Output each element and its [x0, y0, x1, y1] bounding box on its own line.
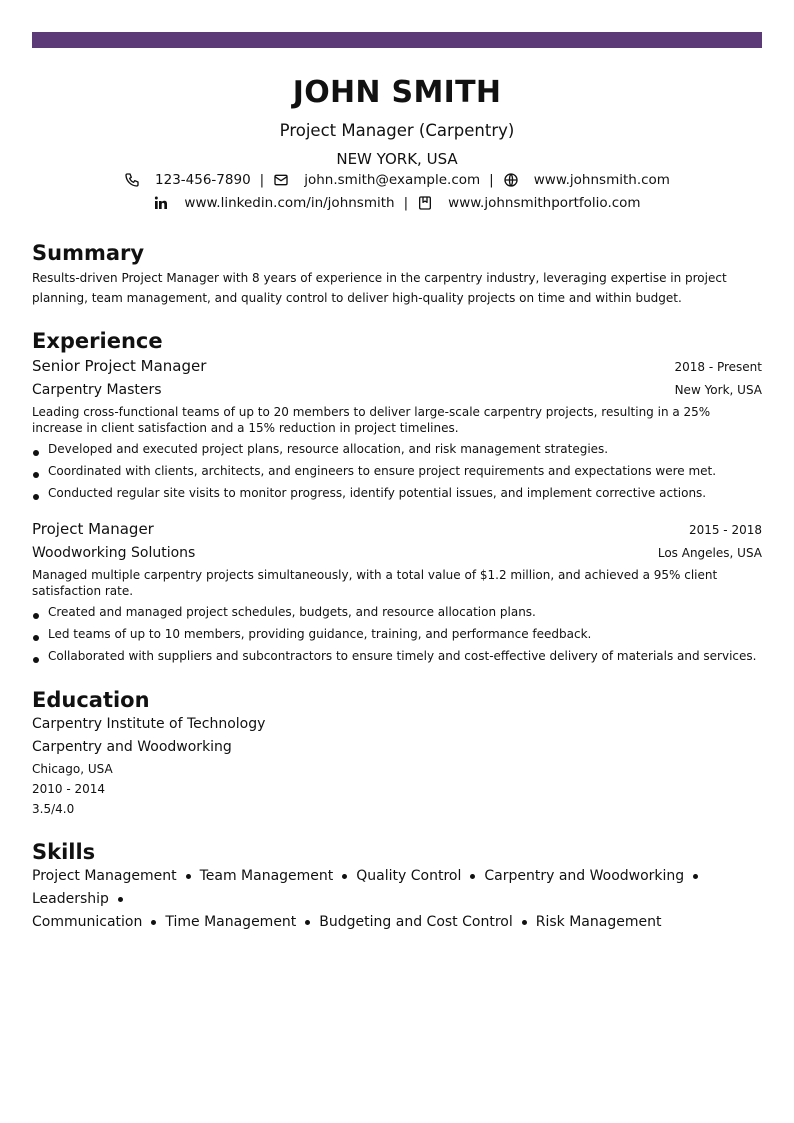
education-degree: Carpentry and Woodworking — [32, 739, 232, 755]
portfolio-icon — [417, 195, 433, 211]
skills-section — [32, 839, 762, 934]
job-bullets — [32, 438, 762, 504]
summary-text: Results-driven Project Manager with 8 years of experience in the carpentry industry, leveraging expertise in project planning, team management, and quality control to deliver high-quality projects on time and within budget. — [32, 271, 727, 305]
website-text: www.johnsmith.com — [533, 172, 670, 188]
bullet-dot — [305, 920, 310, 925]
bullet-item: Collaborated with suppliers and subcontractors to ensure timely and cost-effective delivery of materials and services. — [32, 645, 762, 667]
job-entry — [32, 517, 762, 667]
experience-section — [32, 328, 762, 667]
skill-item: Leadership — [32, 891, 109, 907]
skill-item: Project Management — [32, 868, 177, 884]
portfolio-contact[interactable] — [417, 192, 640, 214]
job-entry — [32, 354, 762, 504]
education-school: Carpentry Institute of Technology — [32, 716, 266, 732]
bullet-item: Conducted regular site visits to monitor progress, identify potential issues, and implement corrective actions. — [32, 482, 762, 504]
skill-item: Budgeting and Cost Control — [319, 914, 513, 930]
education-section — [32, 687, 762, 819]
skills-list — [32, 865, 762, 934]
phone-text: 123-456-7890 — [155, 172, 251, 188]
skill-item: Quality Control — [356, 868, 462, 884]
email-text: john.smith@example.com — [304, 172, 481, 188]
job-header — [32, 517, 762, 541]
contact-row-2 — [32, 192, 762, 214]
globe-icon — [503, 172, 519, 188]
skill-item: Communication — [32, 914, 143, 930]
email-icon — [273, 172, 289, 188]
phone-icon — [124, 172, 140, 188]
job-header — [32, 354, 762, 378]
education-gpa: 3.5/4.0 — [32, 802, 75, 816]
website-contact[interactable] — [503, 169, 670, 191]
linkedin-text: www.linkedin.com/in/johnsmith — [184, 195, 395, 211]
candidate-name: JOHN SMITH — [292, 75, 502, 110]
separator: | — [403, 195, 409, 211]
section-heading: Skills — [32, 840, 96, 864]
bullet-item: Created and managed project schedules, budgets, and resource allocation plans. — [32, 601, 762, 623]
bullet-item: Coordinated with clients, architects, and engineers to ensure project requirements and expectations were met. — [32, 460, 762, 482]
education-dates: 2010 - 2014 — [32, 782, 106, 796]
bullet-dot — [118, 897, 123, 902]
accent-bar — [32, 32, 762, 48]
skill-item: Risk Management — [535, 914, 662, 930]
job-subheader — [32, 378, 762, 402]
job-bullets — [32, 601, 762, 667]
candidate-location: NEW YORK, USA — [336, 150, 458, 168]
separator: | — [489, 172, 494, 188]
section-heading: Education — [32, 688, 150, 712]
resume-page — [32, 32, 762, 934]
bullet-item: Developed and executed project plans, resource allocation, and risk management strategies. — [32, 438, 762, 460]
email-contact[interactable] — [273, 169, 480, 191]
job-company: Woodworking Solutions — [32, 545, 196, 561]
summary-section — [32, 240, 762, 308]
job-description: Managed multiple carpentry projects simultaneously, with a total value of $1.2 million, and achieved a 95% client satisfaction rate. — [32, 568, 718, 598]
linkedin-icon — [153, 195, 169, 211]
skill-item: Carpentry and Woodworking — [484, 868, 685, 884]
skill-item: Time Management — [165, 914, 297, 930]
section-heading: Summary — [32, 241, 145, 265]
separator: | — [259, 172, 265, 188]
contact-row-1 — [32, 169, 762, 191]
portfolio-text: www.johnsmithportfolio.com — [448, 195, 641, 211]
job-dates: 2015 - 2018 — [688, 523, 762, 537]
job-company: Carpentry Masters — [32, 382, 162, 398]
bullet-dot — [342, 874, 347, 879]
phone-contact[interactable] — [124, 169, 251, 191]
section-heading: Experience — [32, 329, 163, 353]
job-description: Leading cross-functional teams of up to 20 members to deliver large-scale carpentry projects, resulting in a 25% increase in client satisfaction and a 15% reduction in project timelines. — [32, 405, 711, 435]
job-location: Los Angeles, USA — [657, 546, 762, 560]
bullet-dot — [693, 874, 698, 879]
bullet-dot — [470, 874, 475, 879]
linkedin-contact[interactable] — [153, 192, 394, 214]
bullet-dot — [151, 920, 156, 925]
bullet-dot — [186, 874, 191, 879]
resume-header — [32, 76, 762, 214]
job-dates: 2018 - Present — [674, 360, 762, 374]
candidate-title: Project Manager (Carpentry) — [279, 121, 515, 140]
skill-item: Team Management — [199, 868, 334, 884]
job-location: New York, USA — [674, 383, 762, 397]
education-location: Chicago, USA — [32, 762, 113, 776]
bullet-item: Led teams of up to 10 members, providing guidance, training, and performance feedback. — [32, 623, 762, 645]
job-subheader — [32, 541, 762, 565]
job-title: Project Manager — [32, 520, 154, 538]
job-title: Senior Project Manager — [32, 357, 207, 375]
bullet-dot — [522, 920, 527, 925]
